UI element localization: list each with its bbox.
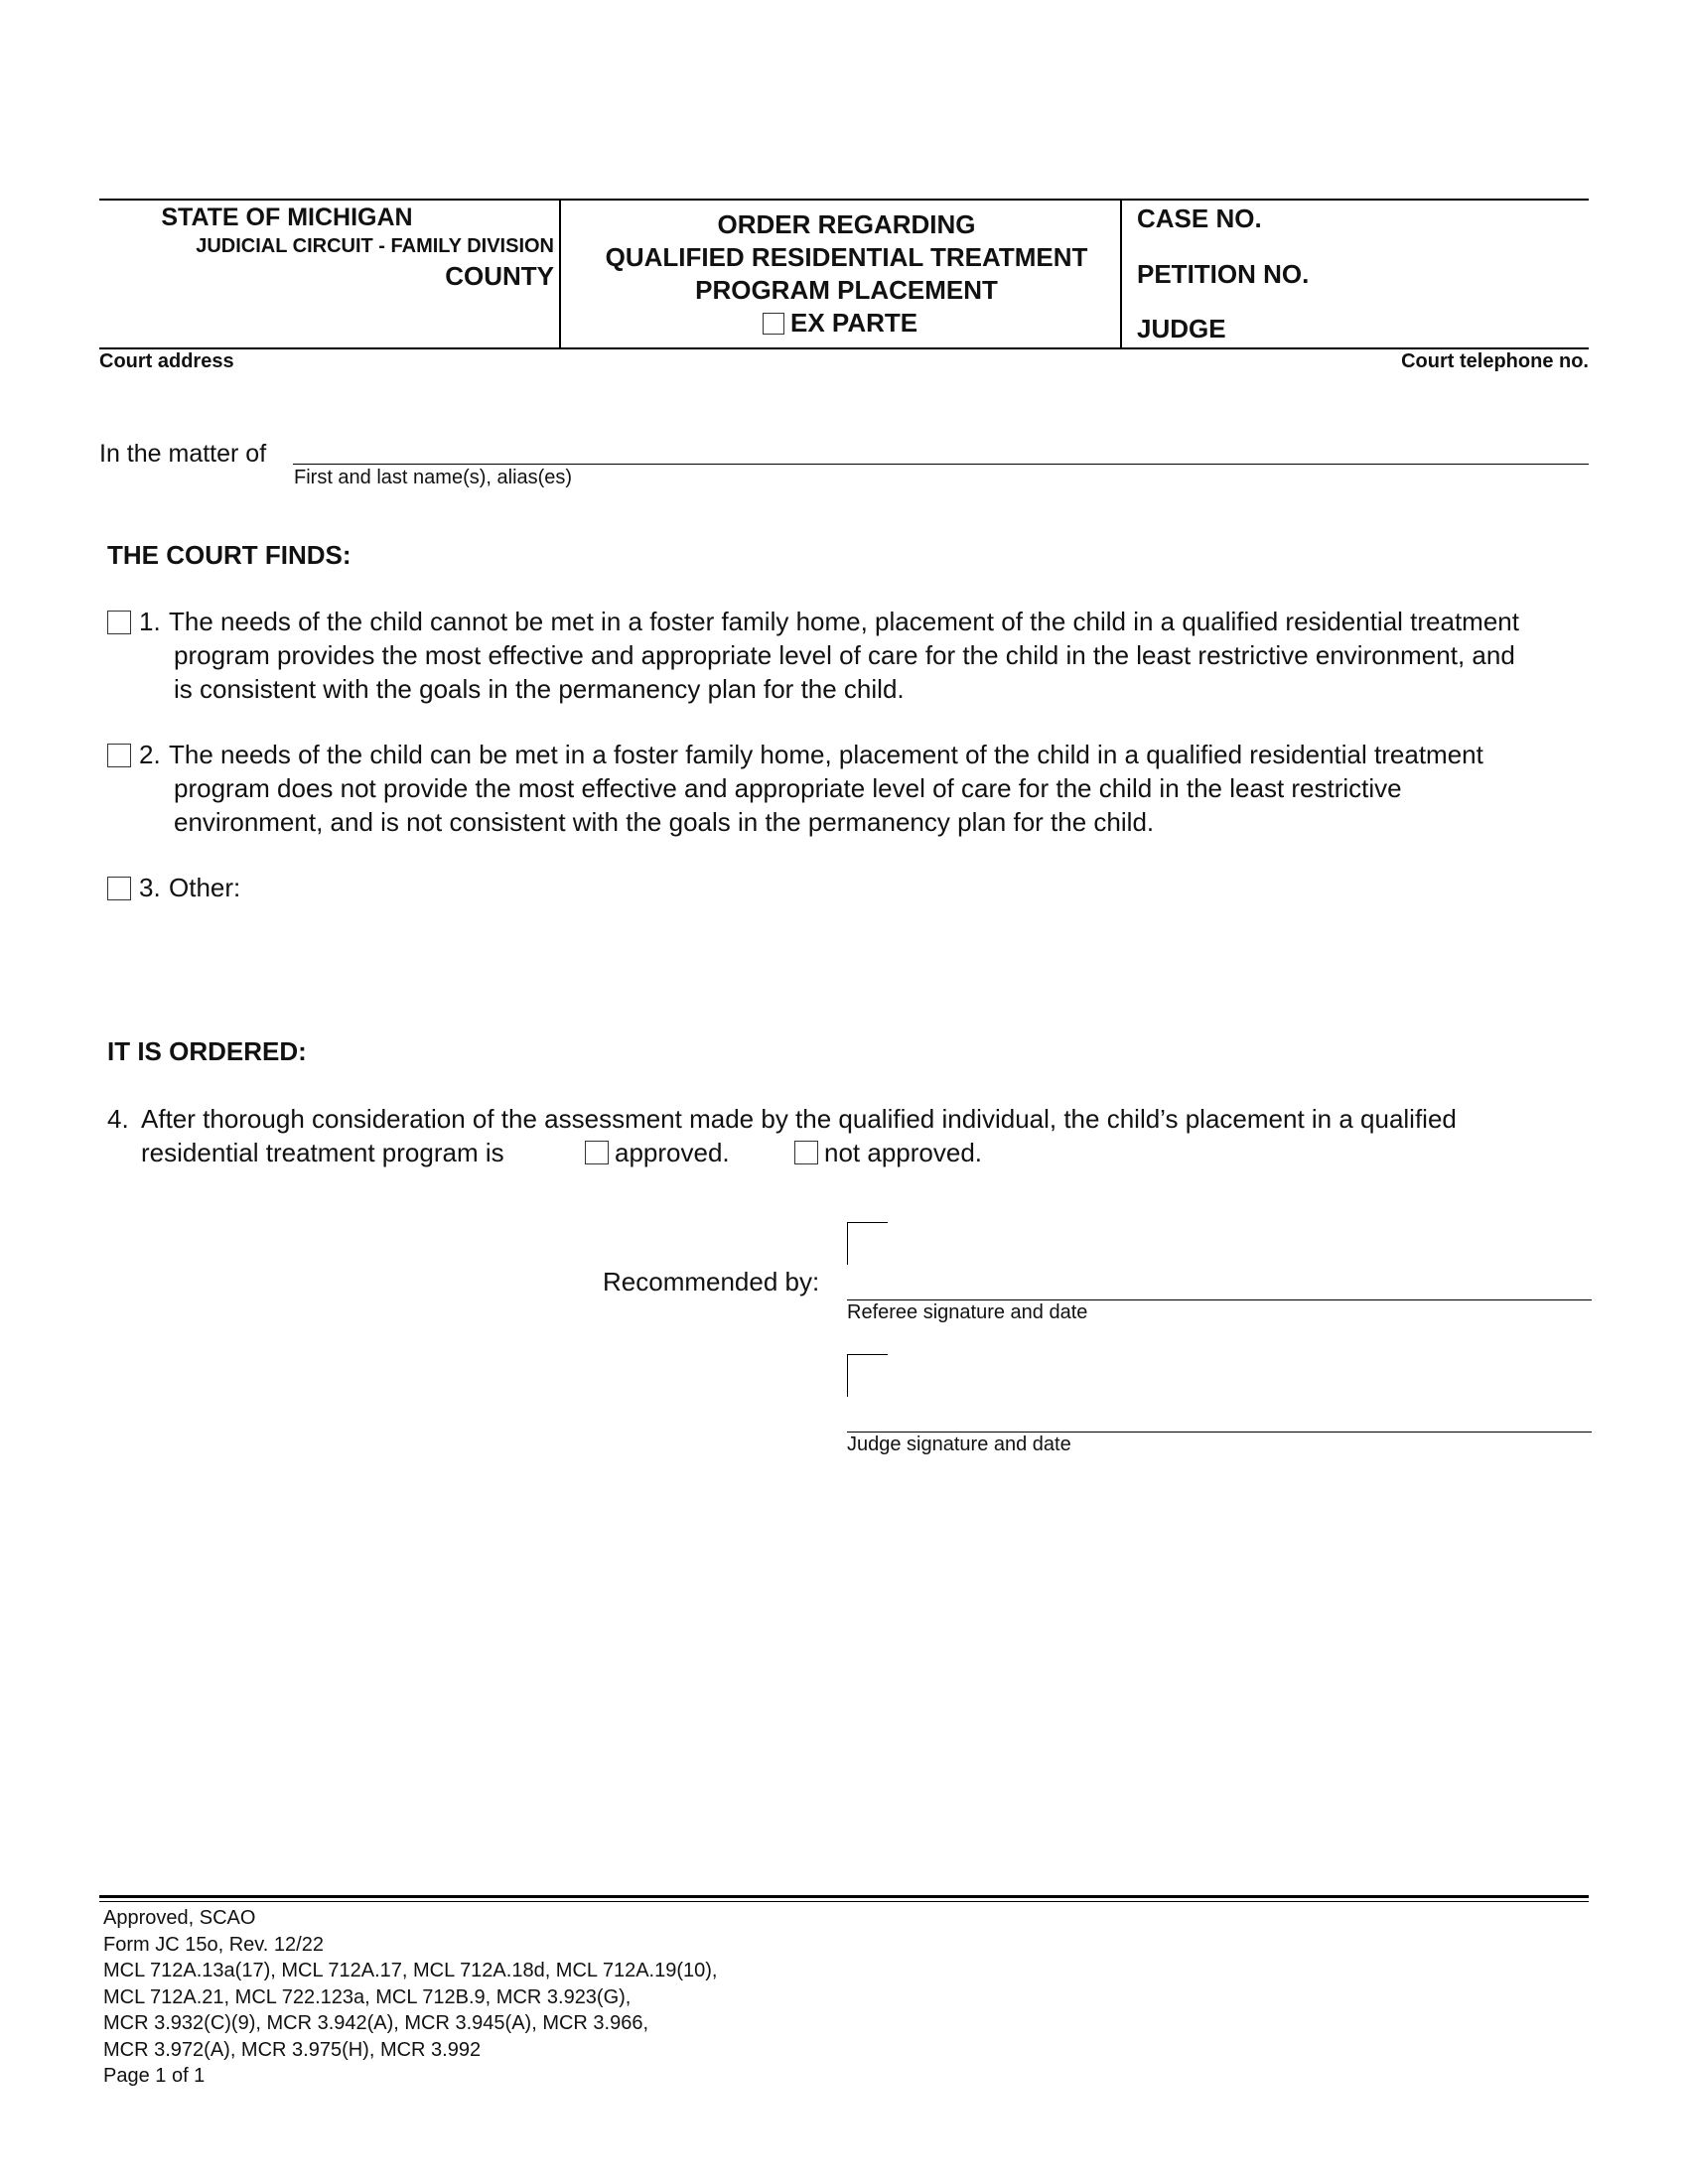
petition-number-label: PETITION NO.	[1137, 259, 1310, 289]
finding-1-number: 1.	[139, 607, 161, 636]
court-telephone-label: Court telephone no.	[1401, 350, 1589, 372]
footer-line-page: Page 1 of 1	[103, 2065, 206, 2087]
header-top-rule	[99, 199, 1589, 201]
not-approved-label: not approved.	[824, 1138, 983, 1167]
judge-signature-caption: Judge signature and date	[847, 1433, 1071, 1455]
footer-rule-thick	[99, 1895, 1589, 1898]
ex-parte-checkbox[interactable]	[763, 313, 784, 335]
matter-caption: First and last name(s), alias(es)	[294, 467, 573, 488]
finding-2-checkbox[interactable]	[107, 744, 131, 767]
finding-1-checkbox[interactable]	[107, 611, 131, 634]
form-title-line-1: ORDER REGARDING	[717, 209, 976, 239]
judge-label: JUDGE	[1137, 314, 1226, 343]
finding-item-3	[107, 871, 1594, 904]
county-label: COUNTY	[445, 261, 554, 291]
order-4-line-2	[107, 1136, 1594, 1169]
judicial-circuit: JUDICIAL CIRCUIT - FAMILY DIVISION	[196, 235, 554, 257]
ex-parte-option[interactable]	[763, 308, 917, 339]
finding-2-line-2: program does not provide the most effective and appropriate level of care for the child in the least restrictive	[174, 773, 1402, 803]
footer-line-form: Form JC 15o, Rev. 12/22	[103, 1933, 324, 1956]
approved-label: approved.	[615, 1138, 730, 1167]
footer-citations	[103, 1905, 718, 2090]
footer-line-citations-1: MCL 712A.13a(17), MCL 712A.17, MCL 712A.18d, MCL 712A.19(10),	[103, 1960, 718, 1981]
judge-signature-corner-mark	[847, 1354, 888, 1397]
finding-2-line-3: environment, and is not consistent with the goals in the permanency plan for the child.	[174, 807, 1155, 837]
it-is-ordered-heading: IT IS ORDERED:	[107, 1036, 307, 1066]
ex-parte-label: EX PARTE	[790, 308, 918, 338]
recommended-by-label: Recommended by:	[603, 1267, 820, 1297]
court-address-label: Court address	[99, 350, 234, 372]
matter-label: In the matter of	[99, 440, 267, 468]
finding-1-line-3: is consistent with the goals in the permanency plan for the child.	[174, 674, 905, 704]
finding-1-line-2: program provides the most effective and appropriate level of care for the child in the least restrictive environment, and	[174, 640, 1515, 670]
footer-line-citations-4: MCR 3.972(A), MCR 3.975(H), MCR 3.992	[103, 2038, 482, 2061]
footer-line-approved: Approved, SCAO	[103, 1907, 256, 1929]
order-4-number: 4.	[107, 1104, 129, 1134]
footer-line-citations-2: MCL 712A.21, MCL 722.123a, MCL 712B.9, MCR 3.923(G),	[103, 1985, 632, 2008]
finding-2-line-1: The needs of the child can be met in a foster family home, placement of the child in a qualified residential treatment	[169, 740, 1483, 769]
finding-item-1	[107, 605, 1594, 706]
form-title-line-2: QUALIFIED RESIDENTIAL TREATMENT	[605, 242, 1088, 272]
court-finds-heading: THE COURT FINDS:	[107, 540, 352, 570]
order-4-line-2-text: residential treatment program is	[141, 1138, 504, 1167]
matter-name-field[interactable]	[293, 464, 1589, 465]
referee-signature-caption: Referee signature and date	[847, 1301, 1088, 1323]
form-title-line-3: PROGRAM PLACEMENT	[695, 275, 998, 305]
referee-signature-corner-mark	[847, 1222, 888, 1265]
footer-line-citations-3: MCR 3.932(C)(9), MCR 3.942(A), MCR 3.945(A), MCR 3.966,	[103, 2012, 649, 2034]
approved-checkbox[interactable]	[585, 1141, 609, 1164]
finding-item-2	[107, 738, 1594, 839]
finding-3-line-1: Other:	[169, 873, 241, 902]
footer-rule-thin	[99, 1901, 1589, 1902]
header-divider-left	[559, 199, 561, 348]
judge-signature-field[interactable]	[847, 1432, 1592, 1433]
not-approved-checkbox[interactable]	[794, 1141, 818, 1164]
finding-2-number: 2.	[139, 740, 161, 769]
finding-1-line-1: The needs of the child cannot be met in a foster family home, placement of the child in a qualified residential treatment	[169, 607, 1519, 636]
order-item-4	[107, 1102, 1594, 1169]
order-4-line-1: After thorough consideration of the assessment made by the qualified individual, the child’s placement in a qualified	[141, 1104, 1457, 1134]
finding-3-checkbox[interactable]	[107, 877, 131, 900]
case-number-label: CASE NO.	[1137, 204, 1262, 233]
referee-signature-field[interactable]	[847, 1299, 1592, 1300]
state-name: STATE OF MICHIGAN	[161, 204, 413, 231]
finding-3-number: 3.	[139, 873, 161, 902]
header-bottom-rule	[99, 347, 1589, 349]
